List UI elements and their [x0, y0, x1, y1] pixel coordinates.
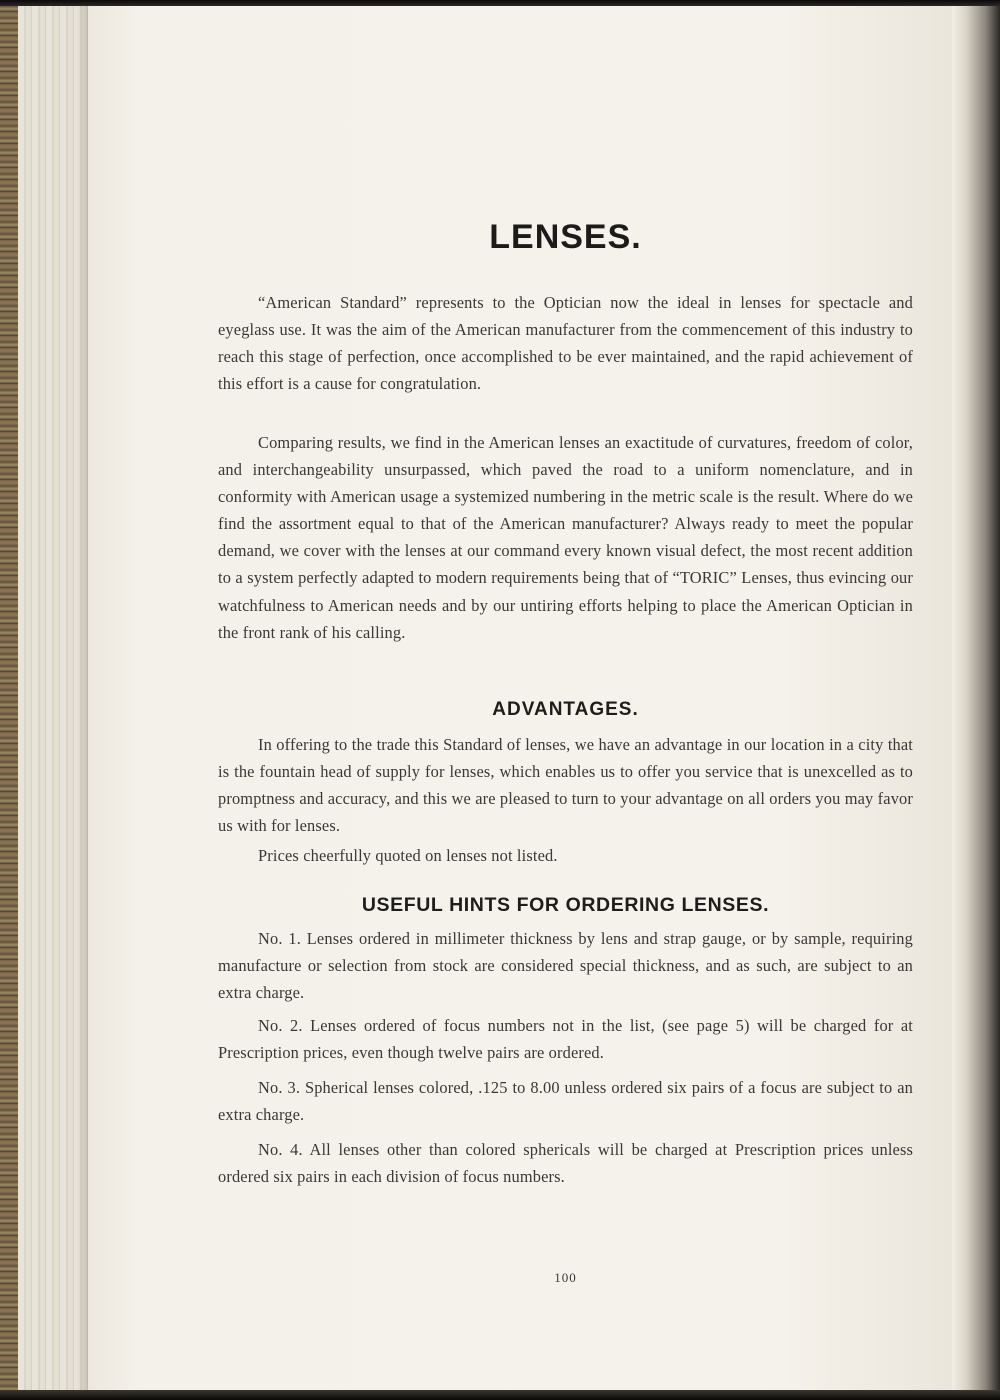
advantages-paragraph-1: In offering to the trade this Standard of lenses, we have an advantage in our location in a city that is the fountain head of supply for lenses, which enables us to offer you service that is unexcelled as to promptness and accuracy, and this we are pleased to turn to your advantage on all orders you may favor us with for lenses. [218, 735, 913, 836]
hint-item: No. 1. Lenses ordered in millimeter thickness by lens and strap gauge, or by sample, requiring manufacture or selection from stock are considered special thickness, and as such, are subject to an extra charge. [218, 929, 913, 1003]
hints-heading: USEFUL HINTS FOR ORDERING LENSES. [361, 894, 770, 916]
page-number: 100 [554, 1270, 577, 1285]
paper-page [88, 0, 952, 1400]
hint-item: No. 2. Lenses ordered of focus numbers not in the list, (see page 5) will be charged for at Prescription prices, even though twelve pairs are ordered. [218, 1016, 913, 1063]
book-binding [0, 0, 18, 1400]
page-stack-edge [18, 0, 88, 1400]
intro-paragraph-1: “American Standard” represents to the Optician now the ideal in lenses for spectacle and eyeglass use. It was the aim of the American manufacturer from the commencement of this industry to reach this stage of perfection, once accomplished to be ever maintained, and the rapid achievement of this effort is a cause for congratulation. [218, 293, 913, 394]
intro-paragraph-2: Comparing results, we find in the American lenses an exactitude of curvatures, freedom of color, and interchangeability unsurpassed, which paved the road to a uniform nomenclature, and in conformity with American usage a systemized numbering in the metric scale is the result. Where do we find the assortment equal to that of the American manufacturer? Always ready to meet the popular demand, we cover with the lenses at our command every known visual defect, the most recent addition to a system perfectly adapted to modern requirements being that of “TORIC” Lenses, thus evincing our watchfulness to American needs and by our untiring efforts helping to place the American Optician in the front rank of his calling. [218, 433, 913, 642]
page-title: LENSES. [489, 218, 642, 256]
bottom-edge [0, 1390, 1000, 1400]
advantages-heading: ADVANTAGES. [492, 699, 639, 720]
top-edge [0, 0, 1000, 6]
right-shadow-edge [952, 0, 1000, 1400]
advantages-paragraph-2: Prices cheerfully quoted on lenses not listed. [258, 846, 558, 865]
hint-item: No. 4. All lenses other than colored sphericals will be charged at Prescription prices unless ordered six pairs in each division of focus numbers. [218, 1140, 913, 1187]
hint-item: No. 3. Spherical lenses colored, .125 to 8.00 unless ordered six pairs of a focus are subject to an extra charge. [218, 1078, 913, 1125]
